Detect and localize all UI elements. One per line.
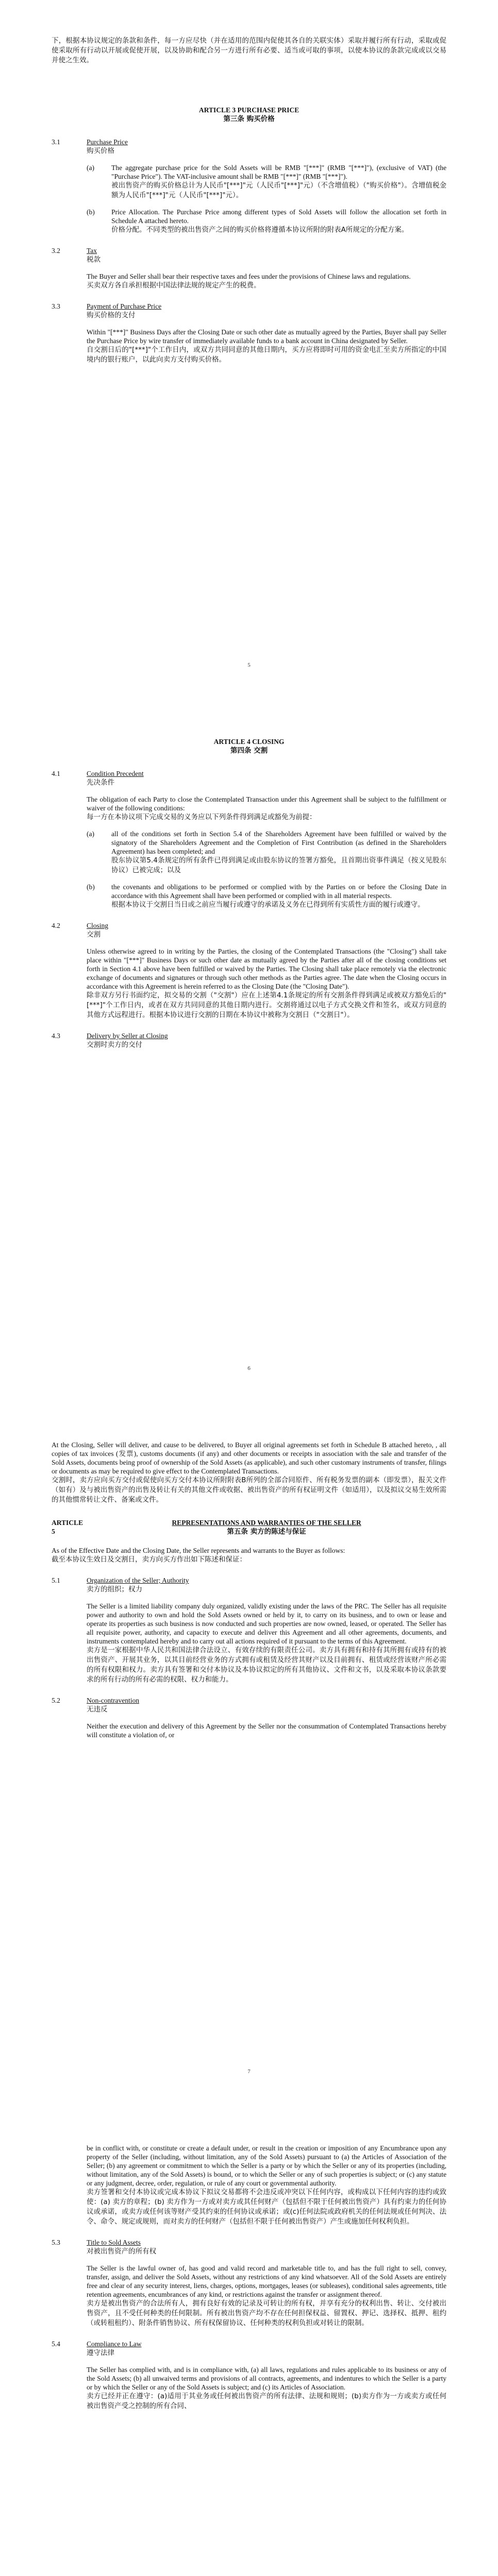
clause-text-en: Within "[***]" Business Days after the Closing Date or such other date as mutually agreed by the Parties, Buyer shall pay Seller the Purchase Price by wire transfer of immediately available funds to a bank account in China designated by Seller. (87, 328, 446, 345)
section-title-en: Purchase Price (87, 138, 128, 146)
section-4-3 (52, 1031, 446, 1050)
page-3 (0, 1406, 498, 2110)
clause-text-zh: 卖方签署和交付本协议或完成本协议下拟议交易都将不会违反或冲突以下任何内容，或构成以下任何内容的违约或致使：(a) 卖方的章程；(b) 卖方作为一方或对卖方或其任何财产（包括但不限于任何被出售资产）具有约束力的任何协议或承诺，或卖方或任何该等财产受其约束的任何协议或承诺；或(c)任何法院或政府机关的任何法规或任何判决、法令、命令、规定或规则，而对卖方的任何财产（包括但不限于任何被出售资产）产生或施加任何权利负担。 (87, 2188, 446, 2226)
section-3-1-a (87, 163, 446, 200)
item-label: (b) (87, 883, 95, 891)
section-3-3 (52, 302, 446, 320)
clause-text-zh: 交割时，卖方应向买方交付或促使向买方交付本协议所附附表B所列的全部合同原件、所有税务发票的副本（即发票），报关文件（如有）及与被出售资产的出售及转让有关的其他文件或收据、被出售资产的所有权证明文件（如适用），以及拟议交易生效所需的其他惯常转让文件、备案或文件。 (52, 1476, 446, 1504)
clause-text-zh: 被出售资产的购买价格总计为人民币"[***]"元（人民币"[***]"元）（不含增值税）（"购买价格"）。含增值税金额为人民币"[***]"元（人民币"[***]"元）。 (111, 181, 446, 199)
section-4-1-a (87, 829, 446, 875)
clause-text-en: At the Closing, Seller will deliver, and cause to be delivered, to Buyer all original agreements set forth in Schedule B attached hereto, , all copies of tax invoices (发票), customs documents (if any) and other documents or receipts in association with the sale and transfer of the Sold Assets, documents being proof of ownership of the Sold Assets (as applicable), and such other customary instruments of transfer, filings or documents as may be required to give effect to the Contemplated Transactions. (52, 1441, 446, 1475)
section-5-2-body (87, 1722, 446, 1739)
section-number: 5.4 (52, 2340, 60, 2348)
section-3-2-body (87, 272, 446, 291)
clause-text-en: Price Allocation. The Purchase Price among different types of Sold Assets will follow the allocation set forth in Schedule A attached hereto. (111, 208, 446, 225)
article-5-label: ARTICLE 5 (52, 1519, 84, 1535)
section-4-2-body (87, 947, 446, 1020)
intro-text-zh: 截至本协议生效日及交割日，卖方向买方作出如下陈述和保证： (52, 1555, 246, 1564)
clause-text-en: The Seller is a limited liability company duly organized, validly existing under the laws of the PRC. The Seller has all requisite power and authority to own and hold the Sold Assets owned or held by it, to carry on its business, and to own or lease and operate its properties as such business is now conducted and such properties are now owned, leased, or operated. The Seller has all requisite power, authority, and capacity to execute and deliver this Agreement and all other agreements, documents, and instruments contemplated hereby and to carry out all actions required of it pursuant to the terms of this Agreement. (87, 1602, 446, 1645)
clause-text-zh: 买卖双方各自承担根据中国法律法规的规定产生的税费。 (87, 281, 261, 290)
article-3-title-en: ARTICLE 3 PURCHASE PRICE (198, 106, 300, 114)
section-title-en: Tax (87, 247, 97, 255)
item-label: (a) (87, 164, 94, 172)
section-5-4 (52, 2340, 446, 2358)
intro-paragraph: 下，根据本协议规定的条款和条件，每一方应尽快（并在适用的范围内促使其各自的关联实体）采取并履行所有行动，采取或促使采取所有行动以开展或促使开展，以及协助和配合另一方进行所有必要、适当或可取的事项，以使本协议的条款完成或以交易并使之生效。 (52, 37, 446, 64)
page-4 (0, 2110, 498, 2576)
section-number: 3.3 (52, 302, 60, 310)
section-number: 4.1 (52, 770, 60, 777)
clause-text-zh: 自交割日后的"[***]"个工作日内，或双方共同同意的其他日期内，买方应将即时可用的资金电汇至卖方所指定的中国境内的银行账户，以此向卖方支付购买价格。 (87, 346, 446, 364)
section-title-zh: 购买价格的支付 (87, 311, 136, 319)
section-number: 4.2 (52, 922, 60, 929)
section-title-en: Payment of Purchase Price (87, 302, 162, 310)
clause-text-zh: 股东协议第5.4条规定的所有条件已得到满足或由股东协议的签署方豁免，且首期出资事件满足（按义见股东协议）已被完成；以及 (111, 856, 446, 874)
section-5-1-body (87, 1602, 446, 1685)
section-title-zh: 交割时卖方的交付 (87, 1041, 142, 1049)
page-number: 5 (247, 662, 251, 668)
section-number: 3.2 (52, 247, 60, 255)
section-5-2 (52, 1696, 446, 1715)
article-4-title-en: ARTICLE 4 CLOSING (213, 738, 285, 745)
clause-text-en: The aggregate purchase price for the Sold Assets will be RMB "[***]" (RMB "[***]"), (exclusive of VAT) (the "Purchase Price"). The VAT-inclusive amount shall be RMB "[***]" (RMB "[***]"). (111, 164, 446, 180)
article-5-title-en: REPRESENTATIONS AND WARRANTIES OF THE SELLER (172, 1519, 361, 1527)
section-number: 5.1 (52, 1577, 60, 1584)
page-2 (0, 703, 498, 1406)
section-title-zh: 对被出售资产的所有权 (87, 2247, 156, 2256)
article-5-heading (52, 1518, 446, 1537)
section-3-1-b (87, 208, 446, 235)
article-4-title-zh: 第四条 交割 (230, 747, 268, 755)
clause-text-en: The Buyer and Seller shall bear their respective taxes and fees under the provisions of Chinese laws and regulations. (87, 273, 411, 280)
section-title-en: Closing (87, 922, 109, 929)
article-3-heading (52, 106, 446, 124)
section-3-3-body (87, 328, 446, 365)
clause-text-zh: 每一方在本协议项下完成交易的义务应以下列条件得到满足或豁免为前提： (87, 813, 317, 821)
page-number: 7 (247, 2069, 251, 2075)
section-4-1 (52, 769, 446, 788)
section-title-en: Delivery by Seller at Closing (87, 1032, 168, 1040)
section-3-1 (52, 138, 446, 156)
section-number: 5.3 (52, 2239, 60, 2246)
section-4-3-body (52, 1440, 446, 1505)
section-number: 4.3 (52, 1032, 60, 1040)
clause-text-en: The Seller is the lawful owner of, has good and valid record and marketable title to, and has the full right to sell, convey, transfer, assign, and deliver the Sold Assets, without any restrictions of any kind whatsoever. All of the Sold Assets are entirely free and clear of any security interest, liens, charges, options, mortgages, leases (or subleases), conditional sales agreements, title retention agreements, encumbrances of any kind, or restrictions against the transfer or assignment thereof. (87, 2264, 446, 2298)
section-5-1 (52, 1576, 446, 1595)
section-number: 5.2 (52, 1697, 60, 1704)
clause-text-zh: 根据本协议于交割日当日或之前应当履行或遵守的承诺及义务在已得到所有实质性方面的履行或遵守。 (111, 901, 425, 909)
section-title-en: Title to Sold Assets (87, 2239, 141, 2246)
clause-text-en: the covenants and obligations to be performed or complied with by the Parties on or before the Closing Date in accordance with this Agreement shall have been performed or complied with in all material respects. (111, 883, 446, 900)
section-5-2-continued (87, 2144, 446, 2227)
section-5-4-body (87, 2365, 446, 2411)
clause-text-zh: 卖方是一家根据中华人民共和国法律合法设立、有效存续的有限责任公司。卖方具有拥有和持有其所拥有或持有的被出售资产、开展其业务，以其目前经营业务的方式拥有或租赁及经营其财产以及目前拥有、租赁或经营该财产所必需的所有权限和权力。卖方具有签署和交付本协议及本协议拟定的所有其他协议、文件和文书，以及采取本协议条款要求的所有行动的所有必需的权限、权力和能力。 (87, 1646, 446, 1684)
clause-text-zh: 除非双方另行书面约定，拟交易的交割（"交割"）应在上述第4.1条规定的所有交割条件得到满足或被双方豁免后的"[***]"个工作日内，或者在双方共同同意的其他日期内进行。交割将通过以电子方式交换文件和签名，或双方同意的其他方式远程进行。根据本协议进行交割的日期在本协议中被称为交割日（"交割日"）。 (87, 991, 446, 1019)
clause-text-zh: 卖方是被出售资产的合法所有人，拥有良好有效的记录及可转让的所有权，并享有充分的权利出售、转让、交付被出售资产，且不受任何种类的任何限制。所有被出售资产均不存在任何担保权益、留置权、押记、选择权、抵押、租约（或转租租约）、附条件销售协议、所有权保留协议、任何种类的权利负担或对转让的限制。 (87, 2299, 446, 2327)
article-4-heading (52, 737, 446, 756)
article-5-intro (52, 1546, 446, 1565)
item-label: (a) (87, 830, 94, 838)
clause-text-en: The obligation of each Party to close the Contemplated Transaction under this Agreement shall be subject to the fulfillment or waiver of the following conditions: (87, 795, 446, 812)
section-title-zh: 卖方的组织；权力 (87, 1585, 142, 1594)
section-title-zh: 购买价格 (87, 147, 114, 155)
section-title-en: Compliance to Law (87, 2340, 142, 2348)
section-number: 3.1 (52, 138, 60, 146)
article-5-title-zh: 第五条 卖方的陈述与保证 (227, 1528, 306, 1536)
section-4-1-b (87, 883, 446, 910)
clause-text-en: all of the conditions set forth in Section 5.4 of the Shareholders Agreement have been fulfilled or waived by the signatory of the Shareholders Agreement and the Completion of First Contribution (as defined in the Shareholders Agreement) has been completed; and (111, 830, 446, 855)
intro-text-en: As of the Effective Date and the Closing Date, the Seller represents and warrants to the Buyer as follows: (52, 1547, 345, 1554)
section-5-3 (52, 2238, 446, 2257)
item-label: (b) (87, 208, 95, 216)
clause-text-en: Unless otherwise agreed to in writing by the Parties, the closing of the Contemplated Transactions (the "Closing") shall take place within "[***]" Business Days or such other date as mutually agreed by the Parties after all of the closing conditions set forth in Section 4.1 above have been fulfilled or waived by the Parties. The Closing shall take place remotely via the electronic exchange of documents and signatures or through such other methods as the Parties agree. The date when the Closing occurs in accordance with this Agreement is herein referred to as the Closing Date (the "Closing Date"). (87, 947, 446, 990)
clause-text-zh: 价格分配。不同类型的被出售资产之间的购买价格将遵循本协议所附的附表A所规定的分配方案。 (111, 226, 409, 234)
clause-text-zh: 卖方已经并正在遵守：(a)适用于其业务或任何被出售资产的所有法律、法规和规则；(b)卖方作为一方或卖方或任何被出售资产受之控制的所有合同、 (87, 2392, 446, 2410)
clause-text-en: be in conflict with, or constitute or create a default under, or result in the creation or imposition of any Encumbrance upon any property of the Seller (including, without limitation, any of the Sold Assets) pursuant to (a) the Articles of Association of the Seller; (b) any agreement or commitment to which the Seller is a party or by which the Seller or any of its properties (including, without limitation, any of the Sold Assets) is bound, or to which the Seller or any of such properties is subject; or (c) any statute or any judgment, decree, order, regulation, or rule of any court or governmental authority. (87, 2144, 446, 2187)
section-title-zh: 遵守法律 (87, 2349, 114, 2357)
page-1 (0, 0, 498, 703)
clause-text-en: Neither the execution and delivery of this Agreement by the Seller nor the consummation of Contemplated Transactions hereby will constitute a violation of, or (87, 1722, 446, 1739)
section-title-en: Non-contravention (87, 1697, 139, 1704)
section-title-en: Condition Precedent (87, 770, 144, 777)
section-title-zh: 税款 (87, 256, 101, 264)
section-4-1-body (87, 795, 446, 822)
section-title-en: Organization of the Seller; Authority (87, 1577, 189, 1584)
section-title-zh: 先决条件 (87, 778, 114, 787)
article-3-title-zh: 第三条 购买价格 (223, 115, 275, 123)
clause-text-en: The Seller has complied with, and is in compliance with, (a) all laws, regulations and rules applicable to its business or any of the Sold Assets; (b) all unwaived terms and provisions of all contracts, agreements, and indentures to which the Seller is a party or by which the Seller or any of the Sold Assets is subject; and (c) its Articles of Association. (87, 2366, 446, 2391)
page-number: 6 (247, 1365, 251, 1371)
section-title-zh: 交割 (87, 930, 101, 939)
section-title-zh: 无违反 (87, 1705, 108, 1714)
section-5-3-body (87, 2264, 446, 2328)
section-4-2 (52, 921, 446, 940)
section-3-2 (52, 246, 446, 265)
